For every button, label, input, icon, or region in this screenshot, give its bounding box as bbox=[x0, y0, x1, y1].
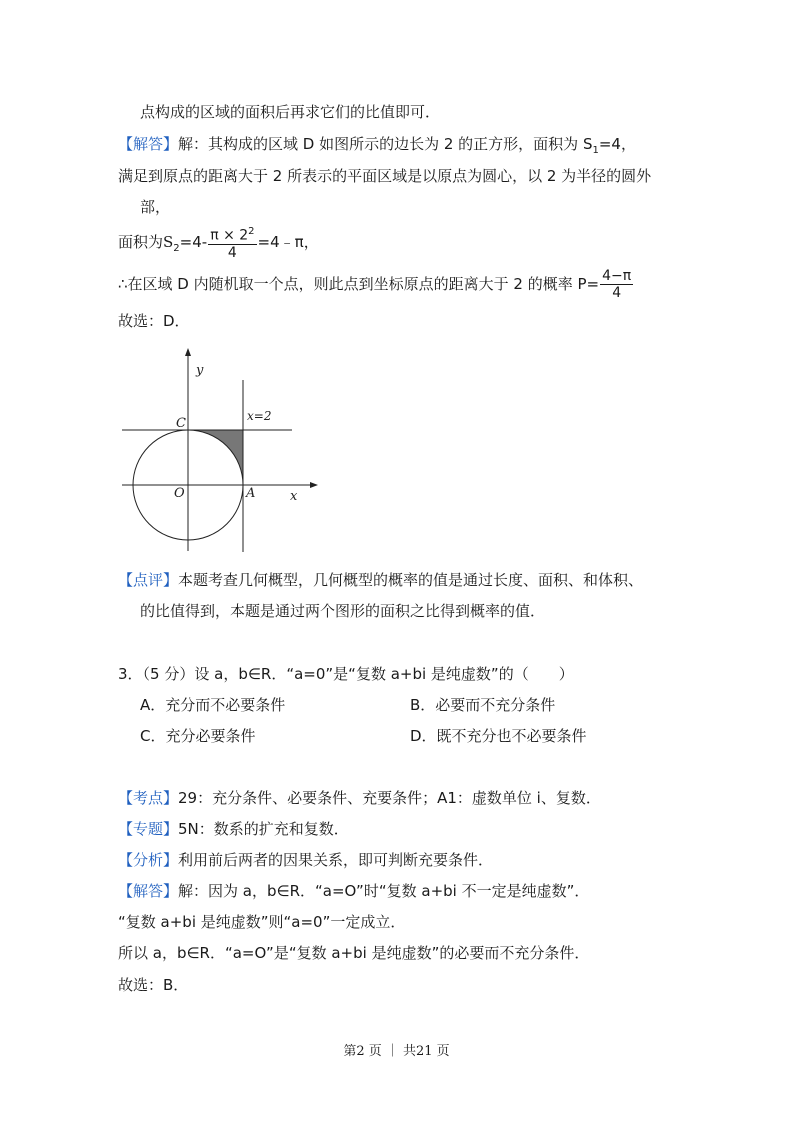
y-label: y bbox=[196, 363, 204, 378]
probability-fraction bbox=[600, 268, 633, 301]
probability-numerator: 4−π bbox=[602, 268, 632, 284]
answer-line-3: 部， bbox=[140, 198, 171, 216]
answer-text-1: 解：其构成的区域 D 如图所示的边长为 2 的正方形，面积为 S bbox=[178, 135, 593, 153]
c-label: C bbox=[176, 416, 186, 431]
q3-answer-line-2: “复数 a+bi 是纯虚数”则“a=0”一定成立． bbox=[118, 913, 406, 931]
s2-symbol: S bbox=[163, 233, 174, 251]
q3-answer-text-1: 解：因为 a，b∈R．“a=O”时“复数 a+bi 不一定是纯虚数”． bbox=[178, 882, 590, 900]
area-prefix: 面积为 bbox=[118, 233, 164, 251]
area-eq: =4- bbox=[179, 233, 208, 251]
x-label: x bbox=[290, 489, 298, 504]
answer-line-1 bbox=[118, 134, 636, 161]
area-fraction bbox=[208, 224, 256, 261]
question-3-stem: 3．（5 分）设 a，b∈R．“a=0”是“复数 a+bi 是纯虚数”的（ ） bbox=[118, 665, 574, 683]
comment-text-1: 本题考查几何概型，几何概型的概率的值是通过长度、面积、和体积、 bbox=[178, 571, 644, 589]
analysis-line bbox=[118, 850, 493, 870]
knowledge-point-text: 29：充分条件、必要条件、充要条件；A1：虚数单位 i、复数． bbox=[178, 789, 601, 807]
q3-answer-line-1 bbox=[118, 881, 589, 901]
area-formula-line bbox=[118, 224, 319, 267]
y-axis-arrow bbox=[185, 348, 191, 356]
area-numerator-base: π × 2 bbox=[210, 227, 249, 244]
knowledge-point-line bbox=[118, 788, 601, 808]
comment-tag: 【点评】 bbox=[118, 571, 179, 589]
area-numerator-exp: 2 bbox=[248, 226, 255, 238]
s1-subscript: 1 bbox=[592, 145, 599, 156]
analysis-text: 利用前后两者的因果关系，即可判断充要条件． bbox=[178, 851, 494, 869]
knowledge-point-tag: 【考点】 bbox=[118, 789, 179, 807]
solution-continuation: 点构成的区域的面积后再求它们的比值即可． bbox=[140, 103, 441, 121]
choose-d: 故选：D． bbox=[118, 312, 190, 330]
geometry-figure bbox=[118, 346, 318, 556]
x-axis-arrow bbox=[310, 482, 318, 488]
analysis-tag: 【分析】 bbox=[118, 851, 179, 869]
o-label: O bbox=[174, 486, 185, 501]
choose-b: 故选：B． bbox=[118, 976, 189, 994]
answer-line-2: 满足到原点的距离大于 2 所表示的平面区域是以原点为圆心，以 2 为半径的圆外 bbox=[118, 167, 652, 185]
topic-tag: 【专题】 bbox=[118, 820, 179, 838]
s2-subscript: 2 bbox=[173, 243, 180, 254]
line-x-2-label: x=2 bbox=[247, 409, 272, 423]
page-footer: 第2 页 ｜ 共21 页 bbox=[343, 1044, 450, 1059]
option-d: D．既不充分也不必要条件 bbox=[410, 727, 587, 745]
a-label: A bbox=[246, 486, 256, 501]
shaded-region bbox=[188, 430, 243, 485]
area-numerator bbox=[208, 224, 256, 245]
option-c: C．充分必要条件 bbox=[140, 727, 256, 745]
topic-line bbox=[118, 819, 349, 839]
probability-text: ∴在区域 D 内随机取一个点，则此点到坐标原点的距离大于 2 的概率 P= bbox=[118, 275, 600, 293]
option-b: B．必要而不充分条件 bbox=[410, 696, 556, 714]
q3-answer-tag: 【解答】 bbox=[118, 882, 179, 900]
answer-text-1-end: =4， bbox=[598, 135, 636, 153]
answer-tag: 【解答】 bbox=[118, 135, 179, 153]
probability-denominator: 4 bbox=[612, 285, 622, 301]
comment-line-2: 的比值得到，本题是通过两个图形的面积之比得到概率的值． bbox=[140, 602, 546, 620]
area-result: =4﹣π， bbox=[257, 233, 319, 251]
q3-answer-line-3: 所以 a，b∈R．“a=O”是“复数 a+bi 是纯虚数”的必要而不充分条件． bbox=[118, 944, 590, 962]
probability-line bbox=[118, 266, 634, 302]
topic-text: 5N：数系的扩充和复数． bbox=[178, 820, 349, 838]
area-denominator: 4 bbox=[227, 244, 237, 261]
option-a: A．充分而不必要条件 bbox=[140, 696, 286, 714]
comment-line-1 bbox=[118, 570, 643, 590]
